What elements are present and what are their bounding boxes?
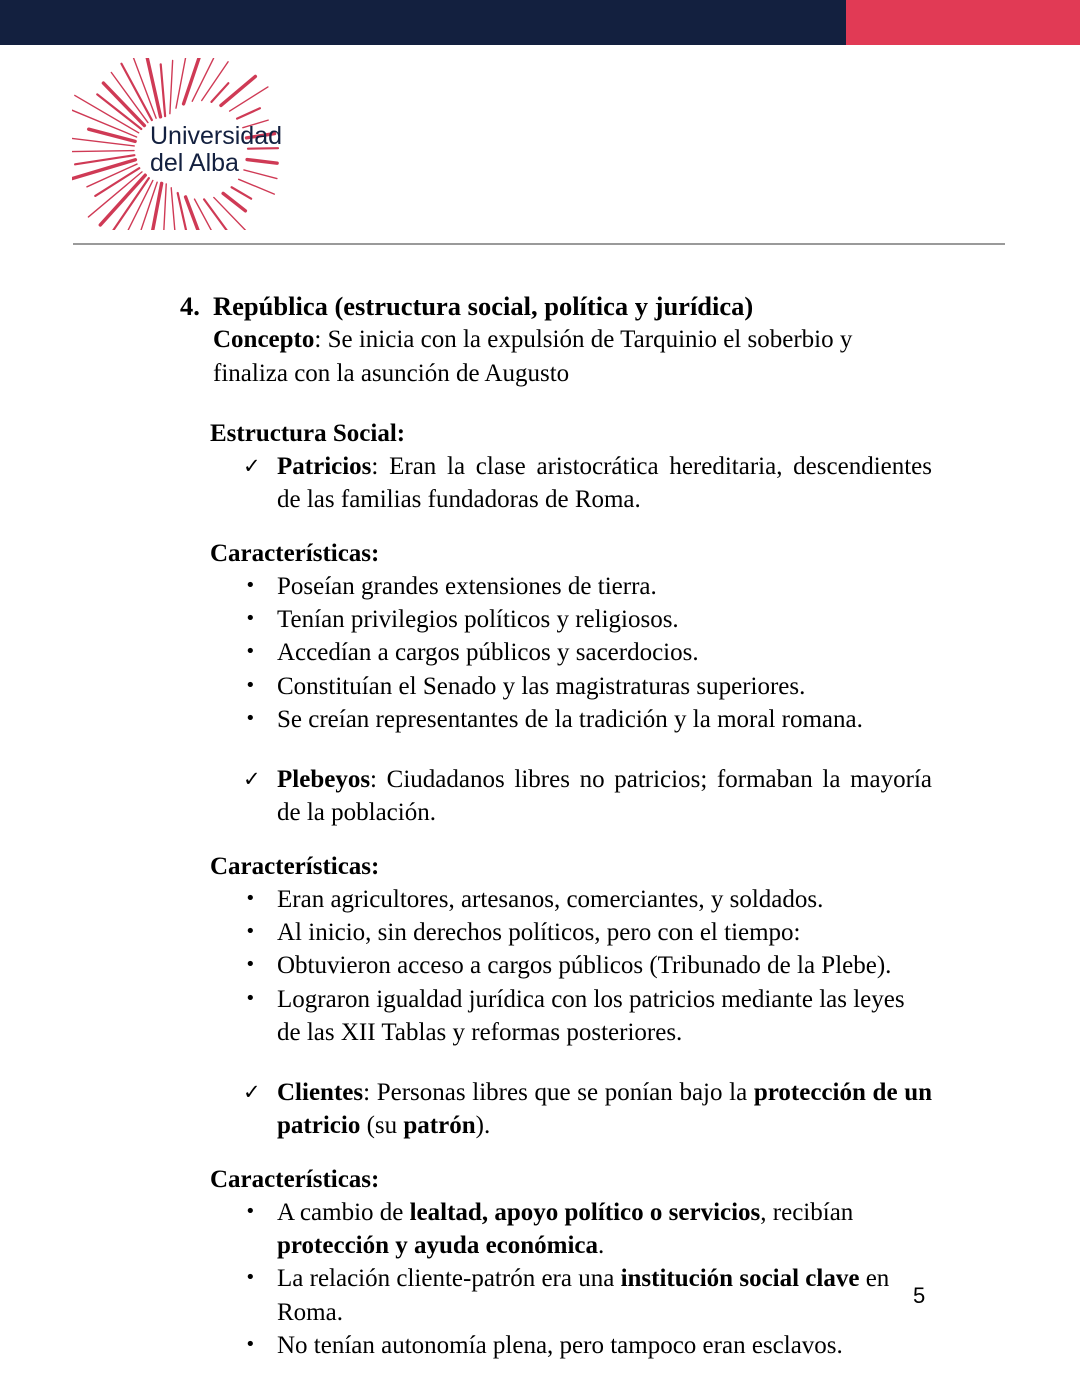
plebeyos-colon: : [370, 766, 377, 794]
emphasis-text: protección de un patricio [277, 1079, 933, 1140]
caracteristicas-label: Características [210, 852, 372, 880]
list-item [0, 1329, 1080, 1362]
list-item-plebeyos [0, 763, 1080, 830]
plain-text: Personas libres que se ponían bajo la [376, 1079, 754, 1107]
patricios-term-list [0, 450, 1080, 517]
plain-text: A cambio de [277, 1198, 410, 1226]
bullet-icon: • [245, 954, 256, 976]
list-item [0, 949, 1080, 982]
caracteristicas-colon: : [371, 852, 380, 880]
caracteristicas-heading-plebeyos [0, 850, 1080, 883]
estructura-social-colon: : [396, 419, 406, 447]
bullet-icon: • [245, 987, 256, 1009]
caracteristicas-label: Características [210, 1165, 372, 1193]
bullet-icon: • [245, 641, 256, 663]
bullet-icon: • [245, 1333, 256, 1355]
header-color-bar [0, 0, 1080, 45]
caracteristicas-list-patricios [0, 570, 1080, 736]
plain-text: , recibían [760, 1198, 854, 1226]
list-item-text [277, 1199, 853, 1259]
plain-text: . [598, 1232, 605, 1260]
bullet-icon: • [245, 707, 256, 729]
list-item [0, 883, 1080, 916]
plain-text: No tenían autonomía plena, pero tampoco eran esclavos. [277, 1331, 843, 1359]
checkmark-icon: ✓ [243, 767, 261, 792]
plain-text: ). [475, 1112, 491, 1140]
section-number: 4. [180, 291, 200, 321]
bullet-icon: • [245, 1267, 256, 1289]
emphasis-text: lealtad, apoyo político o servicios [409, 1198, 761, 1226]
bullet-icon: • [245, 921, 256, 943]
page-number: 5 [913, 1283, 926, 1308]
list-item [0, 983, 1080, 1050]
list-item-text: Tenían privilegios políticos y religiosos. [277, 606, 679, 634]
sunburst-logo-icon [72, 58, 312, 230]
concepto-paragraph [0, 323, 1080, 390]
bullet-icon: • [245, 574, 256, 596]
list-item-text [277, 1265, 889, 1325]
list-item-text [277, 1332, 843, 1359]
checkmark-icon: ✓ [243, 1080, 261, 1105]
university-logo [72, 58, 312, 230]
list-item-text: Constituían el Senado y las magistraturas superiores. [277, 672, 806, 700]
list-item-clientes [0, 1076, 1080, 1143]
header-bar-red-segment [846, 0, 1080, 45]
emphasis-text: patrón [403, 1112, 476, 1140]
list-item-text: Obtuvieron acceso a cargos públicos (Tribunado de la Plebe). [277, 952, 892, 980]
caracteristicas-colon: : [371, 539, 380, 567]
definition-plebeyos: Ciudadanos libres no patricios; formaban la mayoría de la población. [277, 766, 933, 827]
plain-text: La relación cliente-patrón era una [277, 1265, 621, 1293]
caracteristicas-colon: : [371, 1165, 380, 1193]
checkmark-icon: ✓ [243, 454, 261, 479]
document-body [0, 290, 1080, 1362]
caracteristicas-list-plebeyos [0, 883, 1080, 1049]
term-plebeyos: Plebeyos [277, 766, 371, 794]
definition-clientes [277, 1079, 932, 1139]
bullet-icon: • [245, 887, 256, 909]
list-item [0, 703, 1080, 736]
section-heading [0, 290, 1080, 323]
logo-text-line1: Universidad [150, 122, 283, 150]
list-item [0, 636, 1080, 669]
plain-text: en Roma. [277, 1265, 890, 1326]
estructura-social-heading [0, 417, 1080, 450]
caracteristicas-list-clientes [0, 1196, 1080, 1362]
header-divider-rule [73, 243, 1005, 245]
plain-text: (su [360, 1112, 404, 1140]
emphasis-text: protección y ayuda económica [277, 1232, 599, 1260]
term-clientes: Clientes [277, 1079, 364, 1107]
list-item-text: Accedían a cargos públicos y sacerdocios. [277, 639, 699, 667]
list-item [0, 570, 1080, 603]
clientes-colon: : [363, 1079, 371, 1107]
list-item-text: Poseían grandes extensiones de tierra. [277, 572, 657, 600]
list-item-text: Eran agricultores, artesanos, comerciantes, y soldados. [277, 885, 824, 913]
list-item [0, 670, 1080, 703]
logo-text-line2: del Alba [150, 149, 239, 177]
list-item [0, 603, 1080, 636]
list-item [0, 916, 1080, 949]
concepto-text: Se inicia con la expulsión de Tarquinio el soberbio y finaliza con la asunción de Augusto [213, 326, 853, 387]
concepto-label: Concepto [213, 326, 315, 354]
bullet-icon: • [245, 608, 256, 630]
list-item-text: Lograron igualdad jurídica con los patricios mediante las leyes de las XII Tablas y reformas posteriores. [277, 985, 905, 1046]
patricios-colon: : [371, 453, 379, 481]
list-item [0, 1196, 1080, 1263]
term-patricios: Patricios [277, 453, 372, 481]
caracteristicas-heading-clientes [0, 1163, 1080, 1196]
plebeyos-term-list [0, 763, 1080, 830]
bullet-icon: • [245, 1200, 256, 1222]
list-item-text: Se creían representantes de la tradición y la moral romana. [277, 705, 863, 733]
bullet-icon: • [245, 674, 256, 696]
concepto-separator: : [314, 326, 328, 354]
estructura-social-label: Estructura Social [210, 419, 397, 447]
header-bar-navy-segment [0, 0, 846, 45]
caracteristicas-label: Características [210, 539, 372, 567]
list-item-text: Al inicio, sin derechos políticos, pero con el tiempo: [277, 919, 801, 947]
emphasis-text: institución social clave [620, 1265, 860, 1293]
list-item-patricios [0, 450, 1080, 517]
clientes-term-list [0, 1076, 1080, 1143]
caracteristicas-heading-patricios [0, 537, 1080, 570]
definition-patricios: Eran la clase aristocrática hereditaria, descendientes de las familias fundadoras de Roma. [277, 453, 933, 514]
section-title: República (estructura social, política y jurídica) [213, 291, 754, 321]
